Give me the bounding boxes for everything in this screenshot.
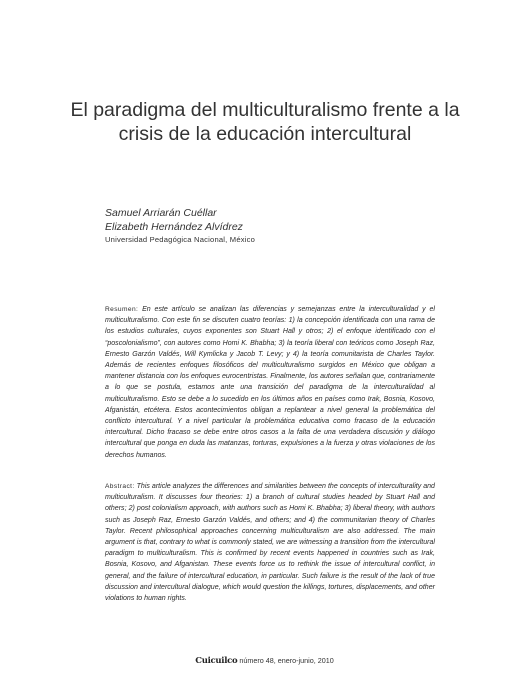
author-name: Samuel Arriarán Cuéllar	[105, 207, 217, 219]
author-name: Elizabeth Hernández Alvídrez	[105, 221, 243, 233]
author-affiliation: Universidad Pedagógica Nacional, México	[105, 235, 256, 244]
abstract-label: Abstract:	[105, 483, 135, 490]
abstract-paragraph	[105, 481, 435, 604]
issue-citation: número 48, enero-junio, 2010	[239, 656, 334, 665]
resumen-text: En este artículo se analizan las diferencias y semejanzas entre la interculturalidad y el multiculturalismo. Con este fin se discuten cuatro teorías: 1) la concepción identificada con una rama de los estudios culturales, cuyos exponentes son Stuart Hall y otros; 2) el enfoque identificado con el “poscolonialismo”, con autores como Homi K. Bhabha; 3) la teoría liberal con teóricos como Joseph Raz, Ernesto Garzón Valdés, Will Kymlicka y Jacob T. Levy; y 4) la teoría comunitarista de Charles Taylor. Además de recientes enfoques filosóficos del multiculturalismo surgidos en México que obligan a mantener distancia con los enfoques eurocentristas. Finalmente, los autores señalan que, contrariamente a lo que se postula, estamos ante una transición del paradigma de la interculturalidad al multiculturalismo. Esto se debe a lo sucedido en los últimos años en países como Irak, Bosnia, Kosovo, Afganistán, etcétera. Estos acontecimientos obligan a replantear a nivel general la problemática del conflicto intercultural. Y a nivel particular la problemática educativa como fracaso de la educación intercultural. Dicho fracaso se debe entre otros casos a la falta de una verdadera discusión y diálogo intercultural que ponga en duda las matanzas, torturas, expulsiones a la fuerza y otras violaciones de los derechos humanos.	[105, 306, 435, 459]
abstract-text: This article analyzes the differences and similarities between the concepts of interculturality and multiculturalism. It discusses four theories: 1) a branch of cultural studies headed by Stuart Hall and others; 2) post colonialism approach, with authors such as Homi K. Bhabha; 3) liberal theory, with authors such as Joseph Raz, Ernesto Garzón Valdés, and others; and 4) the communitarian theory of Charles Taylor. Recent philosophical approaches concerning multiculturalism are also addressed. The main argument is that, contrary to what is commonly stated, we are witnessing a transition from the intercultural paradigm to multiculturalism. This is confirmed by recent events happened in countries such as Irak, Bosnia, Kosovo, and Afganistan. These events force us to rethink the issue of intercultural conflict, in general, and the failure of intercultural education, in particular. Such failure is the result of the lack of true discussion and intercultural dialogue, which would question the killings, tortures, displacements, and other violations to human rights.	[105, 483, 435, 603]
resumen-paragraph	[105, 304, 435, 461]
article-title: El paradigma del multiculturalismo frente a la crisis de la educación intercultural	[70, 99, 460, 145]
journal-logo: Cuicuilco	[195, 656, 238, 666]
author-block	[105, 206, 435, 245]
resumen-label: Resumen:	[105, 306, 139, 313]
page-footer	[0, 656, 529, 666]
